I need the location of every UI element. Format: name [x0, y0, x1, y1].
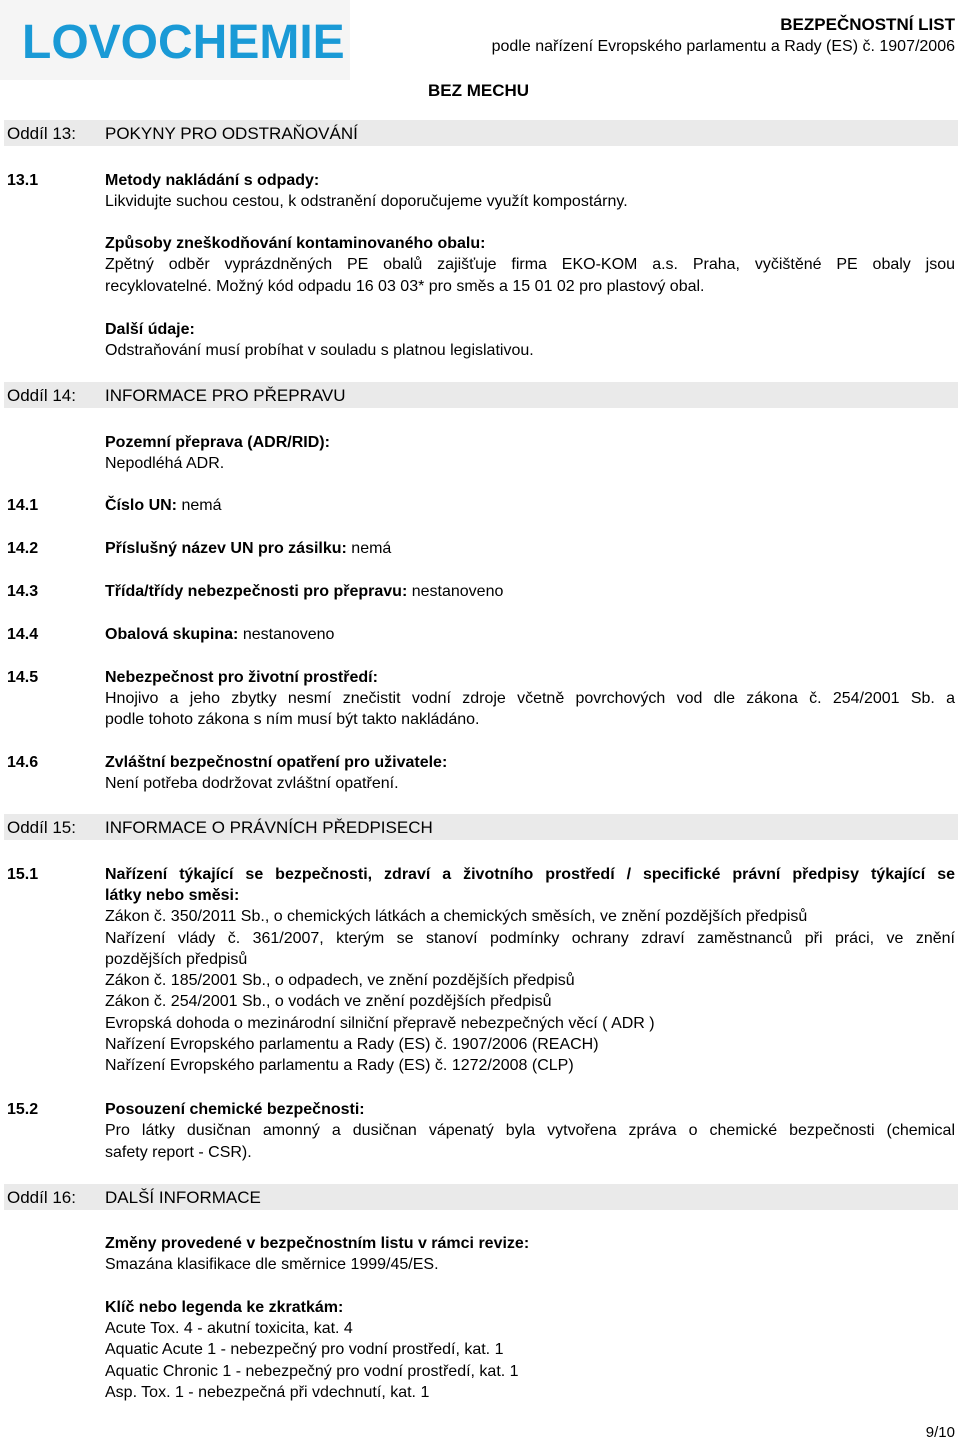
text-line: Aquatic Chronic 1 - nebezpečný pro vodní prostředí, kat. 1: [105, 1363, 519, 1380]
subheading: Další údaje:: [105, 321, 195, 338]
text-line: Likvidujte suchou cestou, k odstranění doporučujeme využít kompostárny.: [105, 193, 628, 210]
text-line: Aquatic Acute 1 - nebezpečný pro vodní prostředí, kat. 1: [105, 1341, 504, 1358]
section-13-number: Oddíl 13:: [7, 124, 76, 143]
section-16-title: DALŠÍ INFORMACE: [105, 1188, 261, 1207]
item-value: nestanoveno: [238, 626, 335, 643]
page-number: 9/10: [925, 1424, 955, 1441]
item-14-6-number: 14.6: [7, 754, 39, 771]
subheading: Změny provedené v bezpečnostním listu v rámci revize:: [105, 1235, 530, 1252]
text-line: Smazána klasifikace dle směrnice 1999/45/ES.: [105, 1256, 439, 1273]
text-line: Evropská dohoda o mezinárodní silniční přepravě nebezpečných věcí ( ADR ): [105, 1015, 655, 1032]
document-subtitle: podle nařízení Evropského parlamentu a Rady (ES) č. 1907/2006: [491, 38, 955, 55]
item-15-2-heading: Posouzení chemické bezpečnosti:: [105, 1101, 365, 1118]
item-15-1-heading-cont: látky nebo směsi:: [105, 887, 240, 904]
section-13-title: POKYNY PRO ODSTRAŇOVÁNÍ: [105, 124, 358, 143]
item-14-4-number: 14.4: [7, 626, 39, 643]
section-15-number: Oddíl 15:: [7, 818, 76, 837]
text-line: pozdějších předpisů: [105, 951, 248, 968]
logo-text: LOVOCHEMIE: [22, 16, 345, 69]
item-13-1-heading: Metody nakládání s odpady:: [105, 172, 320, 189]
item-14-5-number: 14.5: [7, 669, 39, 686]
item-14-6-heading: Zvláštní bezpečnostní opatření pro uživatele:: [105, 754, 448, 771]
text-line: Odstraňování musí probíhat v souladu s platnou legislativou.: [105, 342, 534, 359]
item-14-3-number: 14.3: [7, 583, 39, 600]
subheading: Způsoby zneškodňování kontaminovaného obalu:: [105, 235, 486, 252]
text-line: Hnojivo a jeho zbytky nesmí znečistit vodní zdroje včetně povrchových vod dle zákona č. 254/2001 Sb. a: [105, 690, 955, 707]
item-label: Příslušný název UN pro zásilku:: [105, 540, 347, 557]
item-13-1-number: 13.1: [7, 172, 39, 189]
text-line: Zákon č. 350/2011 Sb., o chemických látkách a chemických směsích, ve znění pozdějších předpisů: [105, 908, 808, 925]
item-14-4: [105, 624, 334, 645]
text-line: recyklovatelné. Možný kód odpadu 16 03 03* pro směs a 15 01 02 pro plastový obal.: [105, 278, 705, 295]
text-line: Nepodléhá ADR.: [105, 455, 225, 472]
item-14-1: [105, 495, 221, 516]
text-line: Nařízení Evropského parlamentu a Rady (ES) č. 1907/2006 (REACH): [105, 1036, 599, 1053]
item-label: Číslo UN:: [105, 497, 177, 514]
item-14-5-heading: Nebezpečnost pro životní prostředí:: [105, 669, 378, 686]
subheading: Pozemní přeprava (ADR/RID):: [105, 434, 330, 451]
item-15-1-number: 15.1: [7, 866, 39, 883]
item-14-1-number: 14.1: [7, 497, 39, 514]
item-14-2: [105, 538, 391, 559]
company-logo: [0, 0, 350, 80]
section-14-title: INFORMACE PRO PŘEPRAVU: [105, 386, 346, 405]
item-value: nestanoveno: [407, 583, 504, 600]
text-line: safety report - CSR).: [105, 1144, 252, 1161]
document-title: BEZPEČNOSTNÍ LIST: [780, 15, 955, 34]
product-name: BEZ MECHU: [428, 81, 530, 100]
item-15-1-heading: Nařízení týkající se bezpečnosti, zdraví a životního prostředí / specifické právní předpisy týkající se: [105, 866, 955, 883]
subheading: Klíč nebo legenda ke zkratkám:: [105, 1299, 344, 1316]
item-label: Obalová skupina:: [105, 626, 239, 643]
item-value: nemá: [177, 497, 222, 514]
text-line: podle tohoto zákona s ním musí být takto nakládáno.: [105, 711, 480, 728]
section-14-number: Oddíl 14:: [7, 386, 76, 405]
item-value: nemá: [346, 540, 392, 557]
text-line: Nařízení Evropského parlamentu a Rady (ES) č. 1272/2008 (CLP): [105, 1057, 574, 1074]
section-15-title: INFORMACE O PRÁVNÍCH PŘEDPISECH: [105, 818, 433, 837]
item-label: Třída/třídy nebezpečnosti pro přepravu:: [105, 583, 408, 600]
item-14-2-number: 14.2: [7, 540, 39, 557]
text-line: Pro látky dusičnan amonný a dusičnan vápenatý byla vytvořena zpráva o chemické bezpečnosti (chemical: [105, 1122, 955, 1139]
section-16-number: Oddíl 16:: [7, 1188, 76, 1207]
text-line: Zpětný odběr vyprázdněných PE obalů zajišťuje firma EKO-KOM a.s. Praha, vyčištěné PE obaly jsou: [105, 256, 955, 273]
text-line: Asp. Tox. 1 - nebezpečná při vdechnutí, kat. 1: [105, 1384, 430, 1401]
text-line: Zákon č. 185/2001 Sb., o odpadech, ve znění pozdějších předpisů: [105, 972, 575, 989]
item-14-3: [105, 581, 503, 602]
text-line: Nařízení vlády č. 361/2007, kterým se stanoví podmínky ochrany zdraví zaměstnanců při práci, ve znění: [105, 930, 955, 947]
item-15-2-number: 15.2: [7, 1101, 39, 1118]
text-line: Acute Tox. 4 - akutní toxicita, kat. 4: [105, 1320, 353, 1337]
text-line: Zákon č. 254/2001 Sb., o vodách ve znění pozdějších předpisů: [105, 993, 552, 1010]
text-line: Není potřeba dodržovat zvláštní opatření.: [105, 775, 399, 792]
